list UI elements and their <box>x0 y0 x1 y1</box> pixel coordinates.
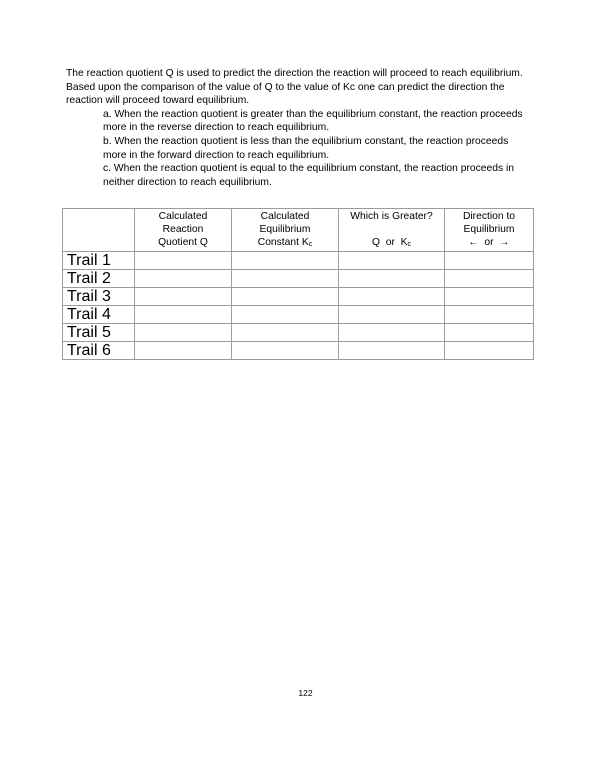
direction-cell[interactable] <box>445 288 534 306</box>
direction-cell[interactable] <box>445 270 534 288</box>
constant-cell[interactable] <box>232 252 339 270</box>
trial-label: Trail 5 <box>63 324 135 342</box>
trial-label: Trail 3 <box>63 288 135 306</box>
greater-cell[interactable] <box>339 306 445 324</box>
direction-cell[interactable] <box>445 324 534 342</box>
trial-label: Trail 4 <box>63 306 135 324</box>
direction-cell[interactable] <box>445 252 534 270</box>
greater-cell[interactable] <box>339 252 445 270</box>
constant-cell[interactable] <box>232 324 339 342</box>
constant-cell[interactable] <box>232 288 339 306</box>
trial-label: Trail 2 <box>63 270 135 288</box>
table-header-row <box>63 209 534 252</box>
intro-paragraph: The reaction quotient Q is used to predict the direction the reaction will proceed to reach equilibrium. Based upon the comparison of the value of Q to the value of Kc one can predict the direction the reaction will proceed toward equilibrium. <box>66 68 523 107</box>
quotient-cell[interactable] <box>135 342 232 360</box>
direction-cell[interactable] <box>445 306 534 324</box>
header-direction: Direction to Equilibrium ← or → <box>445 209 534 252</box>
table-row <box>63 270 534 288</box>
rule-item-a: a. When the reaction quotient is greater than the equilibrium constant, the reaction proceeds more in the reverse direction to reach equilibrium. <box>103 108 523 134</box>
header-blank-cell <box>63 209 135 252</box>
greater-cell[interactable] <box>339 324 445 342</box>
rule-item-c: c. When the reaction quotient is equal to the equilibrium constant, the reaction proceeds in neither direction to reach equilibrium. <box>103 163 514 188</box>
quotient-cell[interactable] <box>135 252 232 270</box>
constant-cell[interactable] <box>232 342 339 360</box>
quotient-cell[interactable] <box>135 288 232 306</box>
greater-cell[interactable] <box>339 288 445 306</box>
data-table <box>62 208 534 360</box>
quotient-cell[interactable] <box>135 270 232 288</box>
greater-cell[interactable] <box>339 342 445 360</box>
table-row <box>63 324 534 342</box>
constant-cell[interactable] <box>232 306 339 324</box>
quotient-cell[interactable] <box>135 324 232 342</box>
table-row <box>63 288 534 306</box>
rule-list <box>66 108 526 190</box>
header-equilibrium-constant: Calculated Equilibrium Constant $K_c$ <box>232 209 339 252</box>
trial-label: Trail 1 <box>63 252 135 270</box>
instructions <box>66 67 526 189</box>
rule-item-b: b. When the reaction quotient is less than the equilibrium constant, the reaction proceeds more in the forward direction to reach equilibrium. <box>103 135 509 161</box>
table-row <box>63 306 534 324</box>
greater-cell[interactable] <box>339 270 445 288</box>
header-reaction-quotient: Calculated Reaction Quotient Q <box>135 209 232 252</box>
page-number: 122 <box>298 688 313 698</box>
table-row <box>63 252 534 270</box>
direction-cell[interactable] <box>445 342 534 360</box>
table-row <box>63 342 534 360</box>
constant-cell[interactable] <box>232 270 339 288</box>
trial-label: Trail 6 <box>63 342 135 360</box>
quotient-cell[interactable] <box>135 306 232 324</box>
header-which-greater: Which is Greater? Q or $K_c$ <box>339 209 445 252</box>
